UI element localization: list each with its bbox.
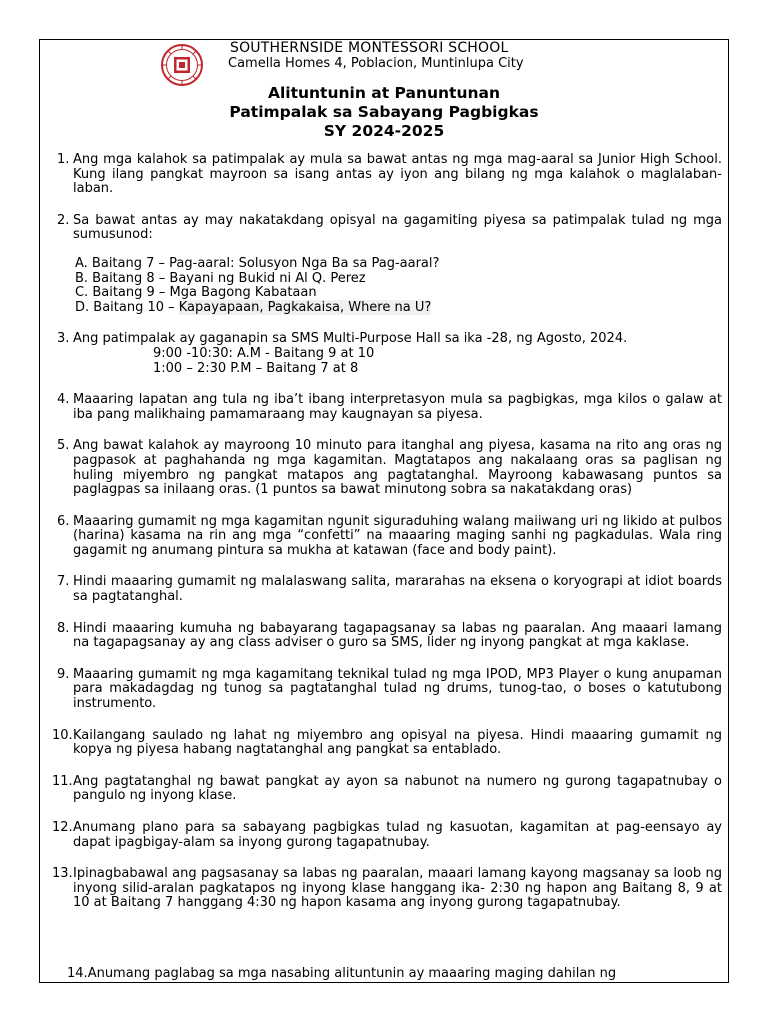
rule-item-14: 14.Anumang paglabag sa mga nasabing alituntunin ay maaaring maging dahilan ng <box>67 966 617 981</box>
rule-item: 3. Ang patimpalak ay gaganapin sa SMS Multi-Purpose Hall sa ika -28, ng Agosto, 2024. 9:00 -10:30: A.M - Baitang 9 at 10 1:00 – 2:30 P.M – Baitang 7 at 8 <box>52 332 722 376</box>
document-title <box>40 84 728 141</box>
rule-item: 1. Ang mga kalahok sa patimpalak ay mula sa bawat antas ng mga mag-aaral sa Junior High School. Kung ilang pangkat mayroon sa isang antas ay iyon ang bilang ng mga kalahok o maglalaban-laban. <box>57 152 722 197</box>
title-line-3: SY 2024-2025 <box>323 122 445 140</box>
rule-item: 10. Kailangang saulado ng lahat ng miyembro ang opisyal na piyesa. Hindi maaaring gumamit ng kopya ng piyesa habang nagtatanghal ang pangkat sa entablado. <box>52 727 722 758</box>
schedule-line: 1:00 – 2:30 P.M – Baitang 7 at 8 <box>153 360 359 376</box>
school-address: Camella Homes 4, Poblacion, Muntinlupa City <box>228 56 524 71</box>
schedule <box>73 347 722 376</box>
rule-item: 9. Maaaring gumamit ng mga kagamitang teknikal tulad ng mga IPOD, MP3 Player o kung anupaman para makadagdag ng tunog sa pagtatanghal tulad ng drums, tunog-tao, o boses o katutubong instrumento. <box>57 666 722 712</box>
piece-item: A. Baitang 7 – Pag-aaral: Solusyon Nga Ba sa Pag-aaral? <box>75 255 440 271</box>
rule-item: 7. Hindi maaaring gumamit ng malalaswang salita, mararahas na eksena o koryograpi at idiot boards sa pagtatanghal. <box>57 574 722 605</box>
document-page <box>39 39 729 983</box>
rule-item: 8. Hindi maaaring kumuha ng babayarang tagapagsanay sa labas ng paaralan. Ang maaari lamang na tagapagsanay ay ang class adviser o guro sa SMS, lider ng inyong pangkat at mga kaklase. <box>57 620 722 651</box>
rule-item: 11. Ang pagtatanghal ng bawat pangkat ay ayon sa nabunot na numero ng gurong tagapatnubay o pangulo ng inyong klase. <box>52 773 722 804</box>
school-seal-icon <box>161 44 203 86</box>
title-line-1: Alituntunin at Panuntunan <box>267 84 501 102</box>
rule-item: 13. Ipinagbabawal ang pagsasanay sa labas ng paaralan, maaari lamang kayong magsanay sa loob ng inyong silid-aralan pagkatapos ng inyong klase hanggang ika- 2:30 ng hapon ang Baitang 8, 9 at 10 at Baitang 7 hanggang 4:30 ng hapon kasama ang inyong gurong tagapatnubay. <box>52 866 722 911</box>
rule-item: 5. Ang bawat kalahok ay mayroong 10 minuto para itanghal ang piyesa, kasama na rito ang oras ng pagpasok at paghahanda ng mga kagamitan. Magtatapos ang nakalaang oras sa paglisan ng huling miyembro ng pangkat matapos ang pagtatanghal. Mayroong kabawasang puntos sa paglagpas sa inilaang oras. (1 puntos sa bawat minutong sobra sa nakatakdang oras) <box>57 438 722 498</box>
piece-list <box>73 257 722 315</box>
rule-item: 6. Maaaring gumamit ng mga kagamitan ngunit siguraduhing walang maiiwang uri ng likido at pulbos (harina) kasama na rin ang mga “confetti” na maaaring maging sanhi ng pagkadulas. Wala ring gagamit ng anumang pintura sa mukha at katawan (face and body paint). <box>57 513 722 558</box>
rule-item: 2. Sa bawat antas ay may nakatakdang opisyal na gagamiting piyesa sa patimpalak tulad ng mga sumusunod: A. Baitang 7 – Pag-aaral: Solusyon Nga Ba sa Pag-aaral? B. Baitang 8 – Bayani ng Bukid ni Al Q. Perez C. Baitang 9 – Mga Bagong Kabataan D. Baitang 10 – Kapayapaan, Pagkakaisa, Where na U? <box>57 212 722 315</box>
piece-item: C. Baitang 9 – Mga Bagong Kabataan <box>75 285 317 301</box>
piece-item: B. Baitang 8 – Bayani ng Bukid ni Al Q. Perez <box>75 270 366 286</box>
rules-list <box>52 153 722 928</box>
highlighted-title: Kapayapaan, Pagkakaisa, Where na U? <box>178 299 432 315</box>
schedule-line: 9:00 -10:30: A.M - Baitang 9 at 10 <box>153 345 375 361</box>
rule-item: 12. Anumang plano para sa sabayang pagbigkas tulad ng kasuotan, kagamitan at pag-eensayo ay dapat ipagbigay-alam sa inyong gurong tagapatnubay. <box>52 820 722 850</box>
rule-item: 4. Maaaring lapatan ang tula ng iba’t ibang interpretasyon mula sa pagbigkas, mga kilos o galaw at iba pang malikhaing pamamaraang may kaugnayan sa piyesa. <box>57 392 722 422</box>
school-name: SOUTHERNSIDE MONTESSORI SCHOOL <box>230 40 509 56</box>
piece-item: D. Baitang 10 – Kapayapaan, Pagkakaisa, Where na U? <box>75 299 432 315</box>
title-line-2: Patimpalak sa Sabayang Pagbigkas <box>229 103 539 121</box>
